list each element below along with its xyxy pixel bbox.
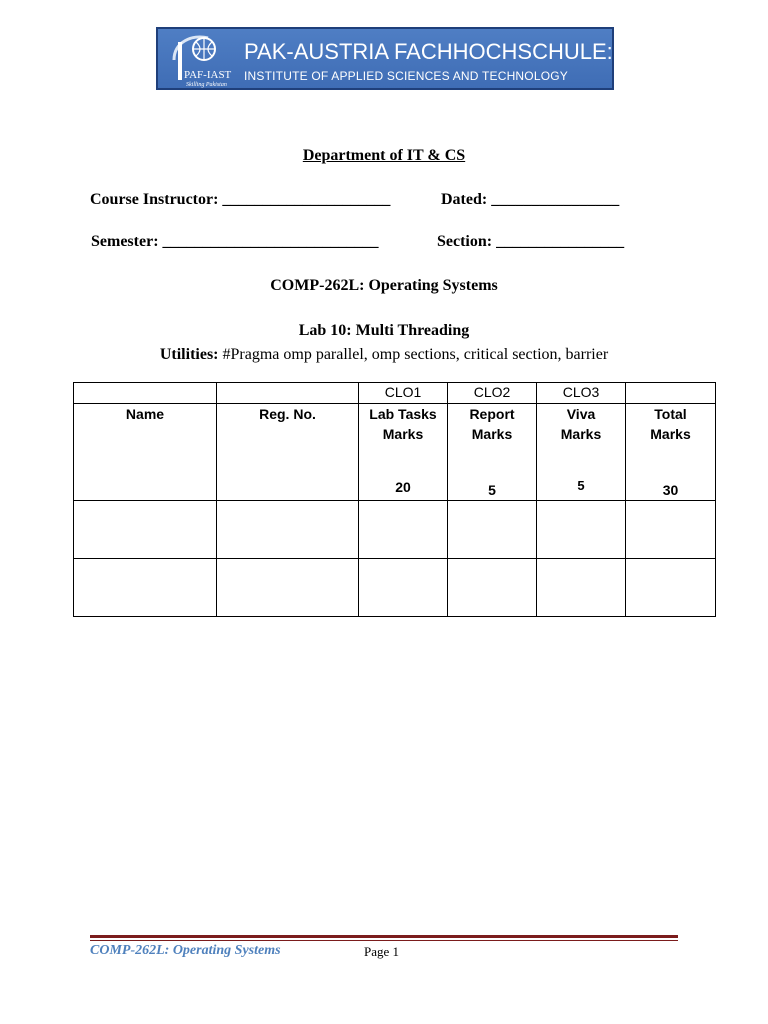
page-number: Page 1 [364, 944, 400, 959]
header-line1: Report [469, 406, 515, 422]
lab-tasks-header [359, 404, 448, 501]
dated-line [441, 191, 619, 209]
clo-cell [217, 383, 359, 404]
clo-row [74, 383, 716, 404]
semester-blank: ___________________________ [162, 233, 379, 250]
student-row [74, 559, 716, 617]
viva-header [537, 404, 626, 501]
instructor-line [90, 191, 390, 209]
viva-cell[interactable] [537, 559, 626, 617]
footer-rule [90, 940, 678, 941]
instructor-blank: _____________________ [222, 191, 391, 208]
clo-cell [74, 383, 217, 404]
max-marks: 20 [395, 479, 411, 495]
semester-label: Semester: [91, 233, 159, 250]
dated-label: Dated: [441, 191, 488, 208]
total-header [626, 404, 716, 501]
header-row [74, 404, 716, 501]
header-line2: Marks [382, 426, 424, 442]
section-label: Section: [437, 233, 493, 250]
header-line2: Marks [650, 426, 691, 442]
name-header [74, 404, 217, 501]
clo-cell [626, 383, 716, 404]
utilities-label: Utilities: [159, 346, 219, 363]
footer-course: COMP-262L: Operating Systems [90, 943, 281, 958]
dated-blank: ________________ [491, 191, 620, 208]
name-cell[interactable] [74, 501, 217, 559]
clo-cell: CLO3 [537, 383, 626, 404]
max-marks: 30 [662, 482, 679, 498]
total-cell[interactable] [626, 501, 716, 559]
institute-name: PAK-AUSTRIA FACHHOCHSCHULE: [244, 39, 613, 64]
institute-subtitle: INSTITUTE OF APPLIED SCIENCES AND TECHNOLOGY [244, 69, 568, 83]
lab-tasks-cell[interactable] [359, 501, 448, 559]
max-marks: 5 [488, 482, 496, 498]
max-marks: 5 [577, 478, 585, 493]
clo-cell: CLO1 [359, 383, 448, 404]
total-cell[interactable] [626, 559, 716, 617]
institute-logo-icon [168, 32, 240, 88]
name-cell[interactable] [74, 559, 217, 617]
institute-banner [156, 27, 614, 90]
header-line1: Name [125, 406, 165, 422]
header-line2: Marks [471, 426, 513, 442]
clo-cell: CLO2 [448, 383, 537, 404]
report-header [448, 404, 537, 501]
section-line [437, 233, 624, 251]
svg-text:PAF-IAST: PAF-IAST [184, 69, 232, 81]
utilities-line [0, 346, 768, 364]
reg-no-cell[interactable] [217, 501, 359, 559]
header-line1: Total [654, 406, 687, 422]
utilities-text: #Pragma omp parallel, omp sections, critical section, barrier [222, 346, 609, 363]
lab-title: Lab 10: Multi Threading [298, 322, 470, 339]
lab-tasks-cell[interactable] [359, 559, 448, 617]
viva-cell[interactable] [537, 501, 626, 559]
semester-line [91, 233, 379, 251]
report-cell[interactable] [448, 559, 537, 617]
instructor-label: Course Instructor: [90, 191, 219, 208]
header-line1: Reg. No. [259, 406, 316, 422]
reg-no-cell[interactable] [217, 559, 359, 617]
footer-rule [90, 935, 678, 938]
section-blank: ________________ [496, 233, 625, 250]
svg-text:Skilling Pakistan: Skilling Pakistan [186, 82, 227, 88]
header-line2: Marks [560, 426, 602, 442]
student-row [74, 501, 716, 559]
header-line1: Viva [566, 406, 596, 422]
header-line1: Lab Tasks [369, 406, 437, 422]
report-cell[interactable] [448, 501, 537, 559]
course-title: COMP-262L: Operating Systems [270, 277, 498, 294]
reg-no-header [217, 404, 359, 501]
marks-table [73, 382, 716, 617]
department-title: Department of IT & CS [302, 147, 466, 164]
